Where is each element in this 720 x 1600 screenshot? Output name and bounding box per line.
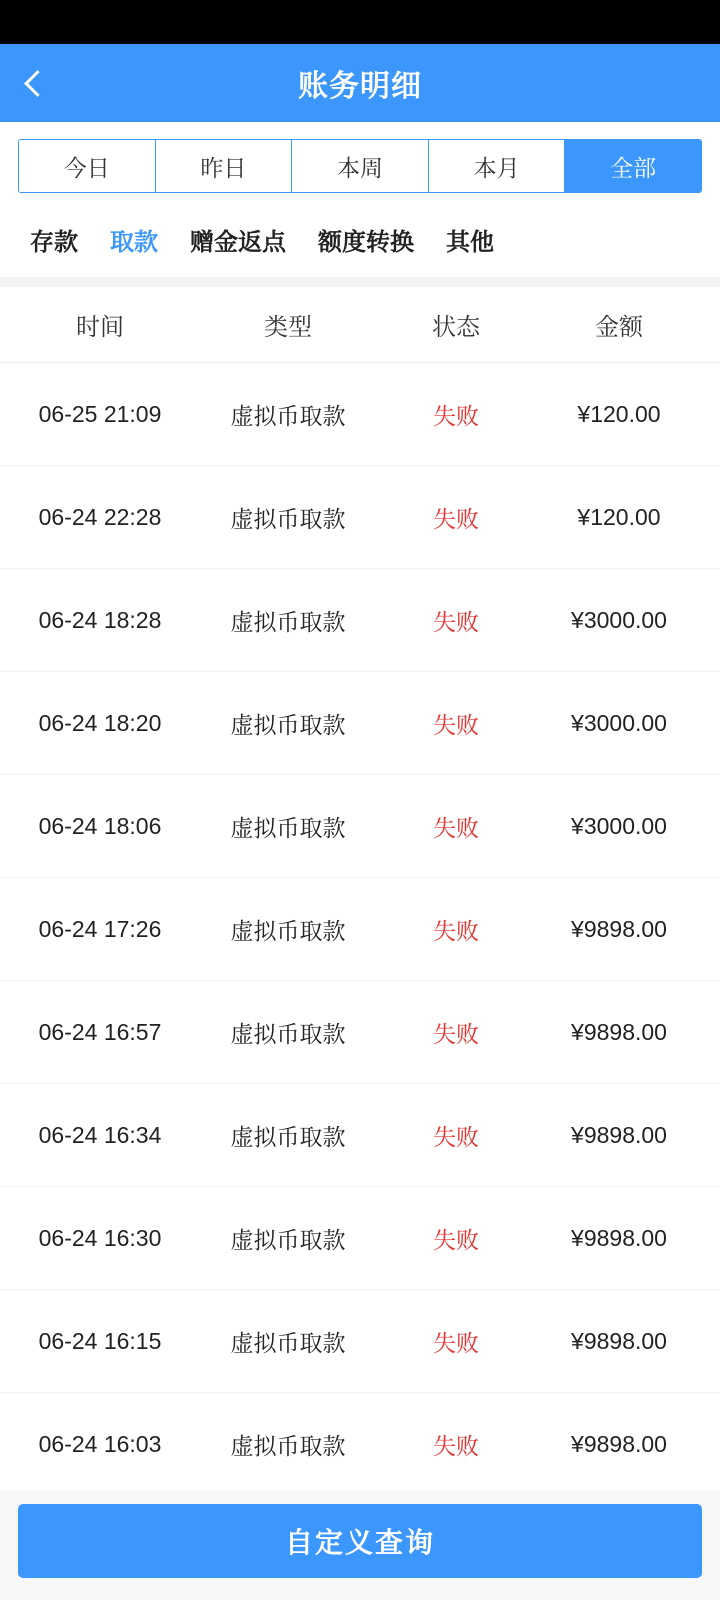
row-time: 06-24 22:28	[38, 503, 162, 530]
status-bar	[0, 0, 720, 44]
row-time: 06-24 16:15	[38, 1327, 162, 1354]
transaction-list[interactable]	[0, 363, 720, 1490]
status-badge: 失败	[433, 1020, 479, 1047]
column-header-status: 状态	[432, 314, 480, 341]
row-amount: ¥9898.00	[571, 1430, 667, 1457]
status-badge: 失败	[433, 814, 479, 841]
table-row[interactable]	[0, 1187, 720, 1290]
row-type: 虚拟币取款	[230, 1226, 346, 1253]
column-header-amount: 金额	[595, 314, 643, 341]
row-type: 虚拟币取款	[230, 814, 346, 841]
period-option-month[interactable]: 本月	[429, 140, 566, 192]
row-amount: ¥9898.00	[571, 1121, 667, 1148]
period-option-all[interactable]: 全部	[565, 140, 701, 192]
custom-query-button[interactable]: 自定义查询	[18, 1504, 702, 1578]
status-badge: 失败	[433, 917, 479, 944]
status-badge: 失败	[433, 402, 479, 429]
row-type: 虚拟币取款	[230, 1020, 346, 1047]
table-header	[0, 287, 720, 363]
section-divider	[0, 277, 720, 287]
row-amount: ¥3000.00	[571, 812, 667, 839]
app-header	[0, 44, 720, 122]
row-amount: ¥120.00	[577, 503, 661, 530]
row-time: 06-24 17:26	[38, 915, 162, 942]
column-header-type: 类型	[264, 314, 312, 341]
status-badge: 失败	[433, 505, 479, 532]
period-option-today[interactable]: 今日	[19, 140, 156, 192]
table-row[interactable]	[0, 672, 720, 775]
page-title: 账务明细	[298, 70, 422, 103]
tab-credit-transfer[interactable]: 额度转换	[318, 229, 414, 256]
row-time: 06-24 16:57	[38, 1018, 162, 1045]
row-type: 虚拟币取款	[230, 1432, 346, 1459]
tab-withdraw[interactable]: 取款	[110, 229, 158, 256]
row-time: 06-24 18:06	[38, 812, 162, 839]
row-amount: ¥120.00	[577, 400, 661, 427]
row-amount: ¥9898.00	[571, 1327, 667, 1354]
row-type: 虚拟币取款	[230, 1329, 346, 1356]
table-row[interactable]	[0, 569, 720, 672]
status-badge: 失败	[433, 1226, 479, 1253]
status-badge: 失败	[433, 608, 479, 635]
row-amount: ¥3000.00	[571, 606, 667, 633]
status-badge: 失败	[433, 1329, 479, 1356]
row-time: 06-24 16:30	[38, 1224, 162, 1251]
period-filter	[0, 122, 720, 208]
row-type: 虚拟币取款	[230, 917, 346, 944]
table-row[interactable]	[0, 1393, 720, 1490]
status-badge: 失败	[433, 1432, 479, 1459]
row-type: 虚拟币取款	[230, 711, 346, 738]
table-row[interactable]	[0, 878, 720, 981]
row-amount: ¥9898.00	[571, 1018, 667, 1045]
row-time: 06-24 18:28	[38, 606, 162, 633]
table-row[interactable]	[0, 981, 720, 1084]
table-row[interactable]	[0, 363, 720, 466]
category-tabs	[0, 208, 720, 277]
row-type: 虚拟币取款	[230, 608, 346, 635]
row-type: 虚拟币取款	[230, 505, 346, 532]
column-header-time: 时间	[76, 314, 124, 341]
tab-deposit[interactable]: 存款	[30, 229, 78, 256]
tab-other[interactable]: 其他	[446, 229, 494, 256]
status-badge: 失败	[433, 1123, 479, 1150]
table-row[interactable]	[0, 466, 720, 569]
row-time: 06-24 18:20	[38, 709, 162, 736]
bottom-action-bar	[0, 1490, 720, 1600]
period-option-yesterday[interactable]: 昨日	[156, 140, 293, 192]
table-row[interactable]	[0, 1290, 720, 1393]
row-type: 虚拟币取款	[230, 402, 346, 429]
period-option-week[interactable]: 本周	[292, 140, 429, 192]
row-time: 06-24 16:03	[38, 1430, 162, 1457]
status-badge: 失败	[433, 711, 479, 738]
chevron-left-icon	[24, 70, 51, 97]
row-time: 06-24 16:34	[38, 1121, 162, 1148]
period-segmented-control	[18, 139, 702, 193]
row-amount: ¥3000.00	[571, 709, 667, 736]
row-amount: ¥9898.00	[571, 1224, 667, 1251]
row-type: 虚拟币取款	[230, 1123, 346, 1150]
table-row[interactable]	[0, 775, 720, 878]
table-row[interactable]	[0, 1084, 720, 1187]
row-time: 06-25 21:09	[38, 400, 162, 427]
row-amount: ¥9898.00	[571, 915, 667, 942]
tab-bonus-rebate[interactable]: 赠金返点	[190, 229, 286, 256]
back-button[interactable]	[18, 44, 74, 122]
